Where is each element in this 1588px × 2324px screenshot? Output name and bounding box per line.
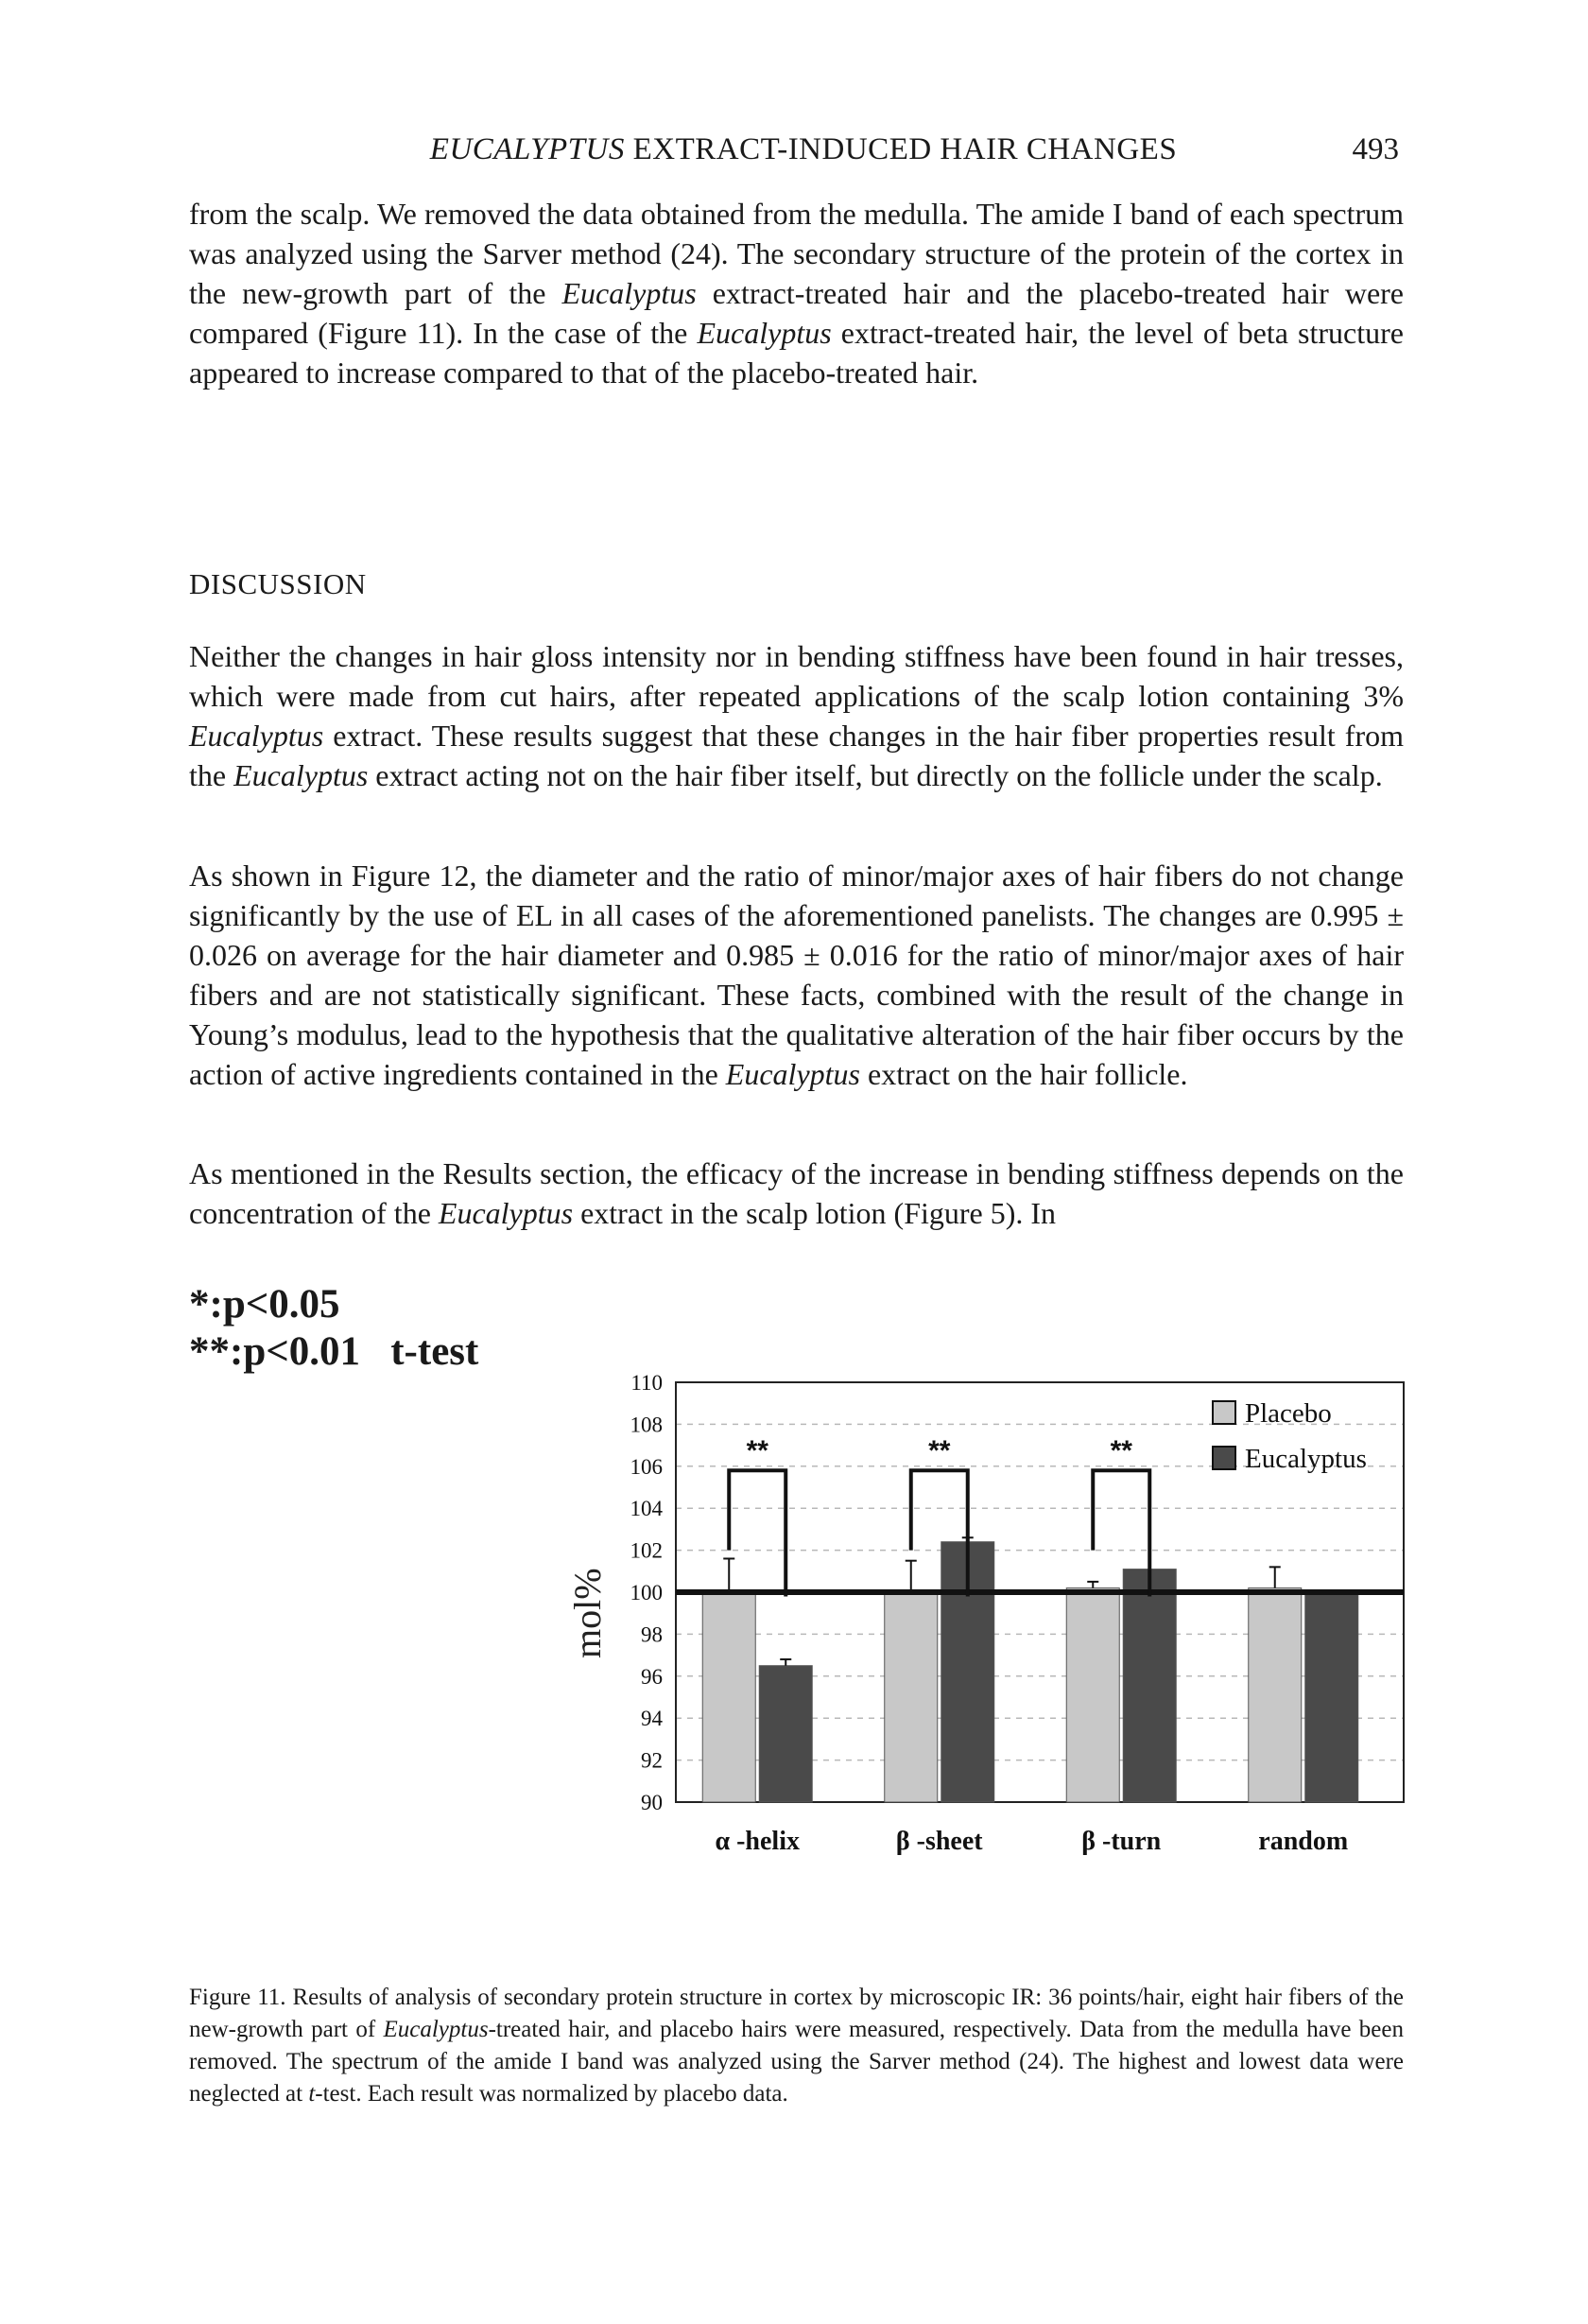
text-run: As shown in Figure 12, the diameter and the ratio of minor/major axes of hair fibers do not change significantly by the use of EL in all cases of the aforementioned panelists. The changes are 0.995 ± 0.026 on average for the hair diameter and 0.985 ± 0.016 for the ratio of minor/major axes of hair fibers and are not statistically significant. These facts, combined with the result of the change in Young’s modulus, lead to the hypothesis that the qualitative alteration of the hair fiber occurs by the action of active ingredients contained in the xyxy=(189,858,1404,1091)
paragraph-text xyxy=(189,194,1404,392)
paragraph-text xyxy=(189,636,1404,795)
significance-label: ** xyxy=(928,1435,951,1467)
caption-text xyxy=(189,1985,1404,2107)
paragraph-results-continuation xyxy=(189,194,1404,392)
x-category-label: β -sheet xyxy=(895,1827,983,1856)
text-run: As mentioned in the Results section, the efficacy of the increase in bending stiffness depends on the concentration of the xyxy=(189,1156,1404,1230)
running-title xyxy=(378,132,1229,167)
y-tick-label: 94 xyxy=(641,1707,663,1731)
text-run: -treated hair, and placebo hairs were measured, respectively. Data from the medulla have been removed. The spectrum of the amide I band was analyzed using the Sarver method (24). The highest and lowest data were neglected at xyxy=(189,2017,1404,2107)
paragraph-text xyxy=(189,1153,1404,1233)
italic-run: Eucalyptus xyxy=(383,2017,489,2042)
figure-label: Figure 11. xyxy=(189,1985,286,2010)
bar-eucalyptus-0 xyxy=(759,1666,812,1802)
bar-chart-svg xyxy=(529,1361,1418,1967)
discussion-heading: DISCUSSION xyxy=(189,567,367,600)
paragraph-discussion-1 xyxy=(189,636,1404,795)
significance-bracket xyxy=(729,1470,785,1596)
paragraph-text xyxy=(189,856,1404,1094)
text-run: extract acting not on the hair fiber itself, but directly on the follicle under the scalp. xyxy=(368,758,1383,792)
italic-run: Eucalyptus xyxy=(725,1057,860,1091)
figure-11-caption xyxy=(189,1982,1404,2110)
legend-label-placebo: Placebo xyxy=(1245,1398,1332,1429)
bar-eucalyptus-2 xyxy=(1123,1570,1176,1802)
italic-run: Eucalyptus xyxy=(561,276,697,310)
text-run: extract on the hair follicle. xyxy=(859,1057,1188,1091)
page-number: 493 xyxy=(1352,132,1399,166)
significance-label: ** xyxy=(1110,1435,1132,1467)
significance-legend xyxy=(189,1281,478,1376)
x-category-label: β -turn xyxy=(1081,1827,1162,1856)
italic-run: Eucalyptus xyxy=(233,758,369,792)
bar-placebo-0 xyxy=(702,1592,755,1802)
significance-legend-line-2: **:p<0.01 t-test xyxy=(189,1329,479,1374)
italic-run: t xyxy=(308,2081,316,2107)
paragraph-discussion-2 xyxy=(189,856,1404,1094)
text-run: extract. These results suggest that these changes in the hair fiber properties result from the xyxy=(189,719,1404,792)
y-axis-label: mol% xyxy=(566,1568,609,1658)
y-tick-label: 108 xyxy=(630,1413,663,1437)
text-run: Results of analysis of secondary protein structure in cortex by microscopic IR: 36 points/hair, eight hair fibers of the new-growth part of xyxy=(189,1985,1405,2042)
x-category-label: random xyxy=(1258,1827,1349,1856)
running-header xyxy=(189,132,1399,180)
running-title-rest: EXTRACT-INDUCED HAIR CHANGES xyxy=(624,132,1178,166)
text-run: extract-treated hair and the placebo-treated hair were compared (Figure 11). In the case of the xyxy=(189,276,1405,350)
y-tick-label: 110 xyxy=(630,1371,663,1395)
legend-swatch-placebo xyxy=(1213,1401,1235,1424)
bar-placebo-1 xyxy=(885,1592,938,1802)
text-run: -test. Each result was normalized by placebo data. xyxy=(315,2081,788,2107)
y-tick-label: 104 xyxy=(630,1497,663,1521)
text-run: extract in the scalp lotion (Figure 5). In xyxy=(573,1196,1057,1230)
x-category-label: α -helix xyxy=(715,1827,801,1856)
y-tick-label: 98 xyxy=(641,1622,663,1647)
text-run: extract-treated hair, the level of beta structure appeared to increase compared to that of the placebo-treated hair. xyxy=(189,316,1405,390)
y-tick-label: 106 xyxy=(630,1454,663,1479)
figure-11-chart xyxy=(529,1361,1418,1967)
y-tick-label: 92 xyxy=(641,1748,663,1773)
y-tick-label: 96 xyxy=(641,1664,663,1689)
bar-placebo-3 xyxy=(1249,1588,1302,1802)
y-tick-label: 102 xyxy=(630,1538,663,1563)
text-run: from the scalp. We removed the data obtained from the medulla. The amide I band of each spectrum was analyzed using the Sarver method (24). The secondary structure of the protein of the cortex in the new-growth part of the xyxy=(189,197,1404,310)
italic-run: Eucalyptus xyxy=(697,316,832,350)
bar-placebo-2 xyxy=(1066,1588,1119,1802)
y-tick-label: 90 xyxy=(641,1791,663,1814)
legend-swatch-eucalyptus xyxy=(1213,1447,1235,1469)
running-title-italic: EUCALYPTUS xyxy=(429,132,625,166)
y-tick-label: 100 xyxy=(630,1581,663,1604)
text-run: Neither the changes in hair gloss intensity nor in bending stiffness have been found in hair tresses, which were made from cut hairs, after repeated applications of the scalp lotion containing 3% xyxy=(189,639,1404,713)
significance-legend-line-1: *:p<0.05 xyxy=(189,1282,340,1327)
paragraph-discussion-3 xyxy=(189,1153,1404,1233)
italic-run: Eucalyptus xyxy=(438,1196,574,1230)
italic-run: Eucalyptus xyxy=(189,719,324,753)
significance-label: ** xyxy=(746,1435,768,1467)
bar-eucalyptus-3 xyxy=(1305,1594,1358,1802)
legend-label-eucalyptus: Eucalyptus xyxy=(1245,1444,1367,1474)
